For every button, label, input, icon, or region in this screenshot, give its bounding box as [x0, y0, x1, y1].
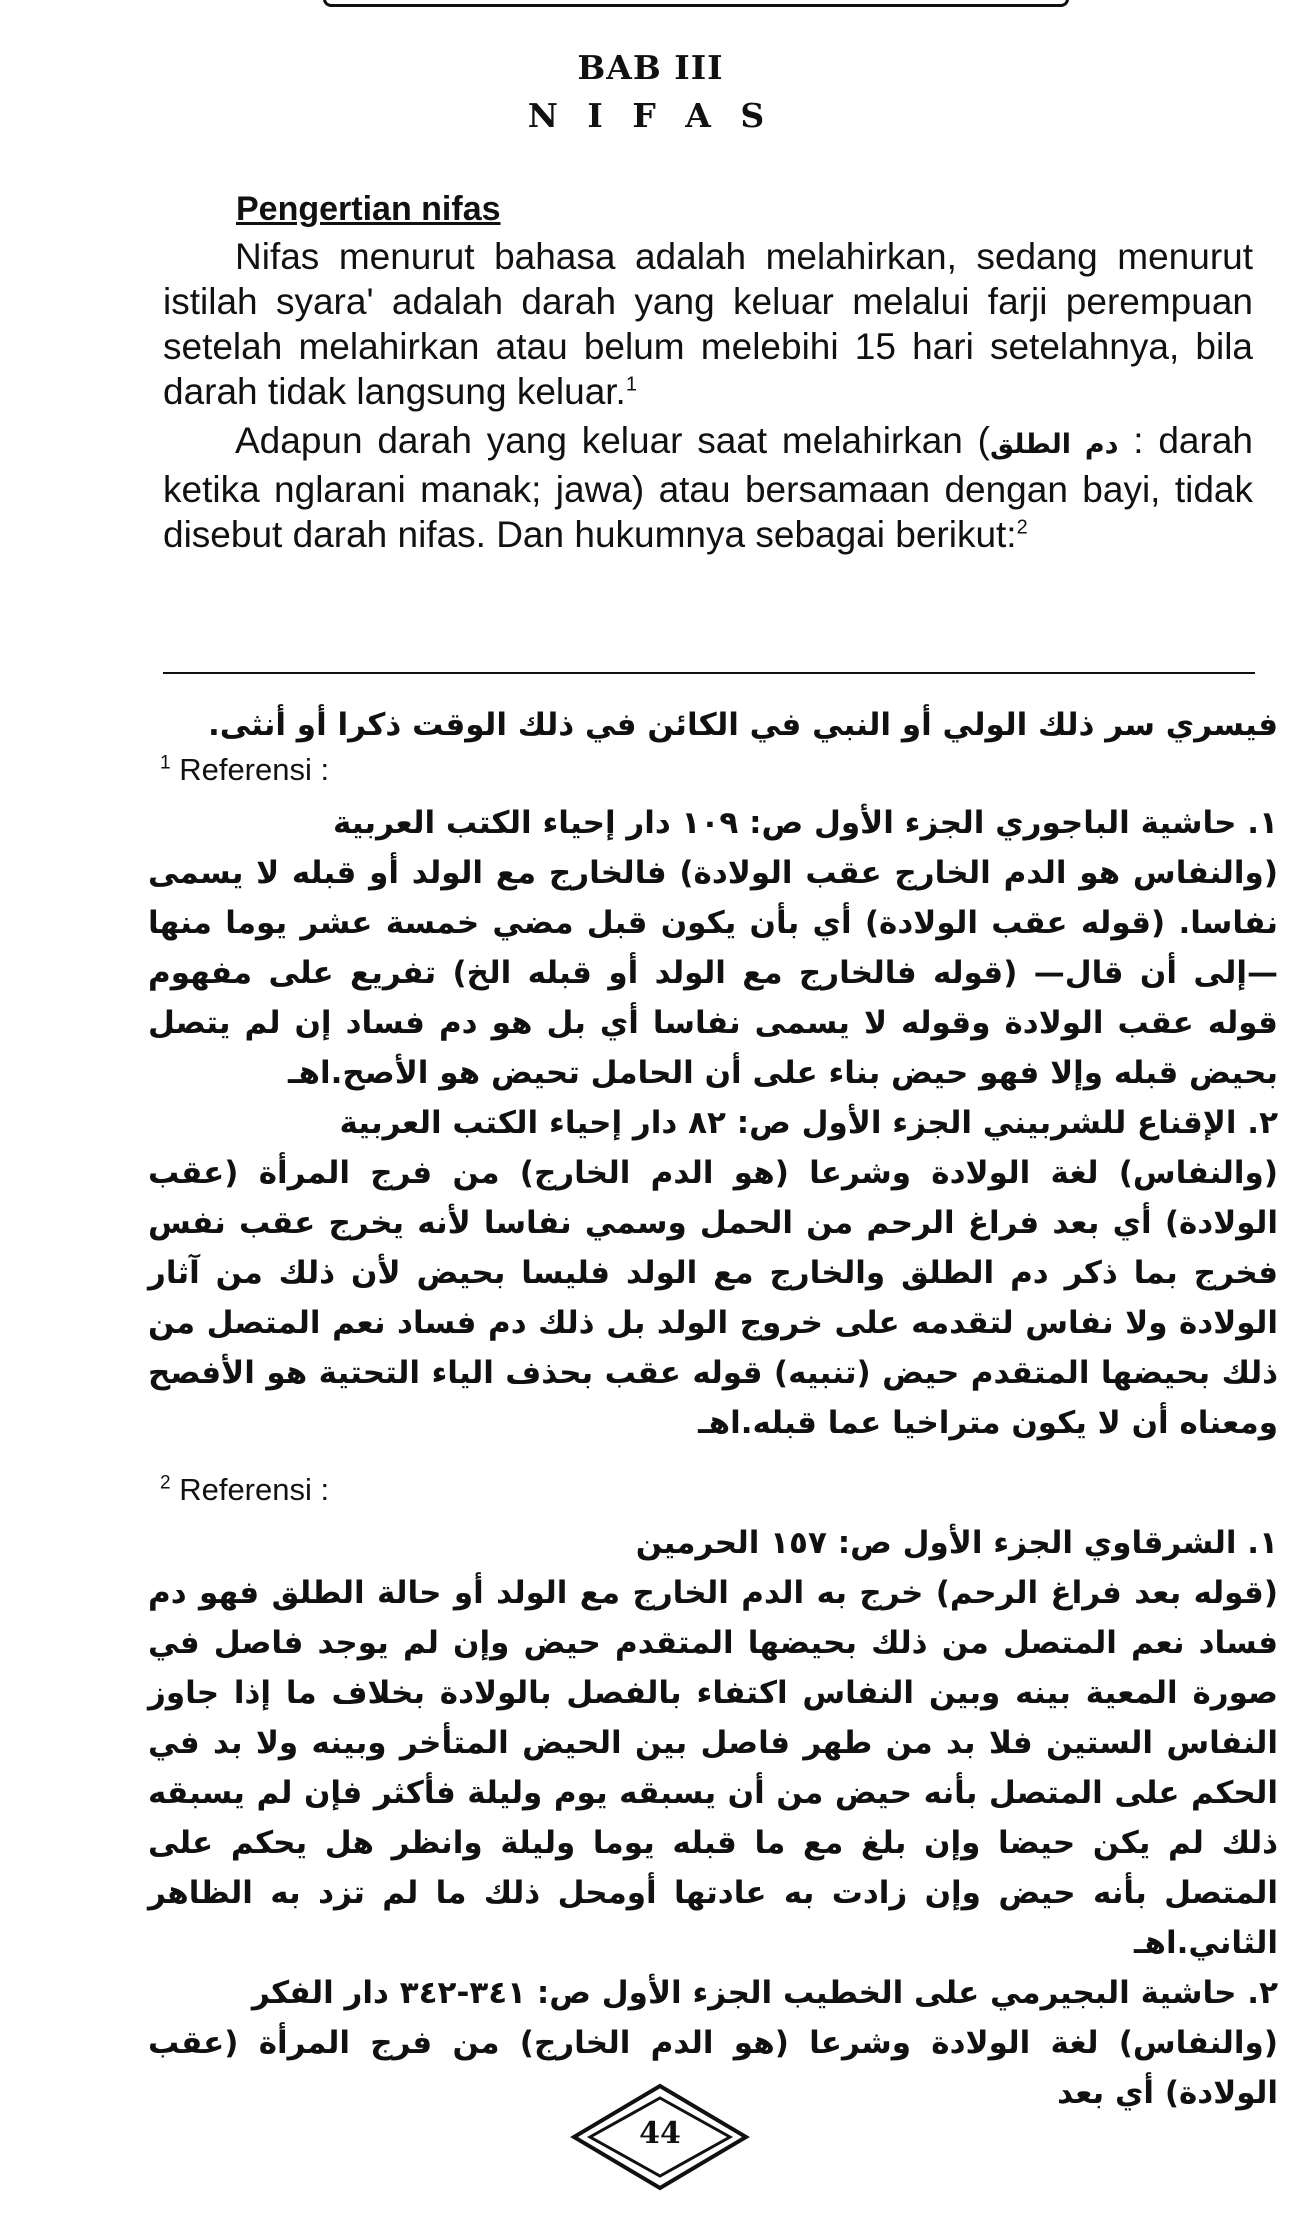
reference-1-item-1-body: (والنفاس هو الدم الخارج عقب الولادة) فالخارج مع الولد أو قبله لا يسمى نفاسا. (قوله عقب الولادة) أي بأن يكون قبل مضي خمسة عشر يوما منها —إلى أن قال— (قوله فالخارج مع الولد أو قبله الخ) تفريع على مفهوم قوله عقب الولادة وقوله لا يسمى نفاسا أي بل هو دم فساد إن لم يتصل بحيض قبله وإلا فهو حيض بناء على أن الحامل تحيض هو الأصح.اهـ	[148, 855, 1278, 1091]
paragraph-definition-text: Nifas menurut bahasa adalah melahirkan, sedang menurut istilah syara' adalah darah yang keluar melalui farji perempuan setelah melahirkan atau belum melebihi 15 hari setelahnya, bila darah tidak langsung keluar.	[163, 236, 1253, 412]
reference-1-item-2-title: ٢. الإقناع للشربيني الجزء الأول ص: ٨٢ دار إحياء الكتب العربية	[339, 1105, 1278, 1141]
arabic-term: دم الطلق	[989, 429, 1119, 460]
reference-mark-2: 2	[160, 1472, 171, 1494]
footnote-mark-1: 1	[625, 373, 637, 396]
reference-2-block	[148, 1518, 1278, 2118]
reference-2-item-1-body: (قوله بعد فراغ الرحم) خرج به الدم الخارج مع الولد أو حالة الطلق فهو دم فساد نعم المتصل من ذلك بحيضها المتقدم حيض وإن لم يوجد فاصل في صورة المعية بينه وبين النفاس اكتفاء بالفصل بالولادة بخلاف ما إذا جاوز النفاس الستين فلا بد من طهر فاصل بين الحيض المتأخر وبينه ولا بد في الحكم على المتصل بأنه حيض من أن يسبقه يوم وليلة فأكثر فإن لم يسبقه ذلك لم يكن حيضا وإن بلغ مع ما قبله يوما وليلة وانظر هل يحكم على المتصل بأنه حيض وإن زادت به عادتها أومحل ذلك ما لم تزد به الظاهر الثاني.اهـ	[148, 1575, 1278, 1961]
paragraph-labor-blood-end: : darah ketika nglarani manak; jawa) atau bersamaan dengan bayi, tidak disebut darah nifas. Dan hukumnya sebagai berikut:	[163, 420, 1253, 555]
reference-1-block	[148, 798, 1278, 1448]
reference-2-item-2-body: (والنفاس) لغة الولادة وشرعا (هو الدم الخارج) من فرج المرأة (عقب الولادة) أي بعد	[148, 2025, 1278, 2111]
reference-label-1-text: Referensi :	[179, 752, 330, 787]
paragraph-labor-blood	[163, 418, 1253, 557]
reference-1-item-1-title: ١. حاشية الباجوري الجزء الأول ص: ١٠٩ دار إحياء الكتب العربية	[332, 805, 1278, 841]
paragraph-definition	[163, 234, 1253, 414]
reference-label-2	[160, 1472, 329, 1508]
header-frame	[323, 0, 1069, 7]
reference-label-2-text: Referensi :	[179, 1472, 330, 1507]
reference-2-item-1-title: ١. الشرقاوي الجزء الأول ص: ١٥٧ الحرمين	[635, 1525, 1278, 1561]
section-heading: Pengertian nifas	[236, 190, 501, 228]
reference-2-item-2-title: ٢. حاشية البجيرمي على الخطيب الجزء الأول ص: ٣٤١-٣٤٢ دار الفكر	[251, 1975, 1278, 2011]
footnote-carryover: فيسري سر ذلك الولي أو النبي في الكائن في ذلك الوقت ذكرا أو أنثى.	[207, 707, 1278, 743]
reference-1-item-2-body: (والنفاس) لغة الولادة وشرعا (هو الدم الخارج) من فرج المرأة (عقب الولادة) أي بعد فراغ الرحم من الحمل وسمي نفاسا لأنه يخرج عقب نفس فخرج بما ذكر دم الطلق والخارج مع الولد فليسا بحيض لأن ذلك من آثار الولادة ولا نفاس لتقدمه على خروج الولد بل ذلك دم فساد نعم المتصل من ذلك بحيضها المتقدم حيض (تنبيه) قوله عقب بحذف الياء التحتية هو الأفصح ومعناه أن لا يكون متراخيا عما قبله.اهـ	[148, 1155, 1278, 1441]
paragraph-labor-blood-start: Adapun darah yang keluar saat melahirkan (	[235, 420, 990, 461]
reference-label-1	[160, 752, 329, 788]
page-number: 44	[639, 2116, 681, 2151]
chapter-title: N I F A S	[527, 96, 774, 135]
footnote-mark-2: 2	[1016, 516, 1028, 539]
chapter-label: BAB III	[577, 48, 724, 87]
reference-mark-1: 1	[160, 752, 171, 774]
footnote-divider	[163, 672, 1255, 674]
